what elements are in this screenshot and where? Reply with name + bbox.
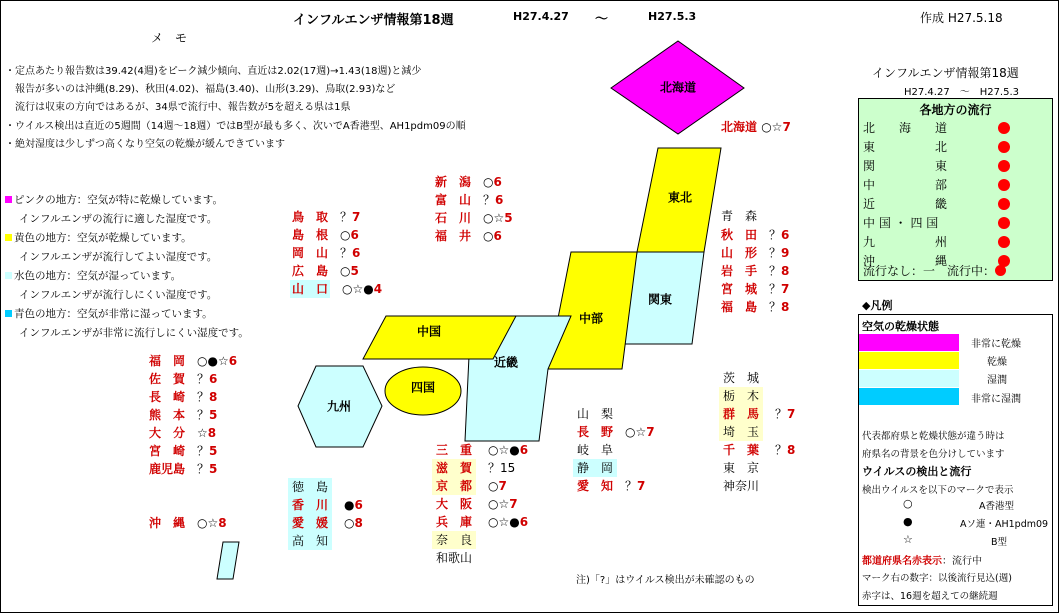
pref-marks: ○ (483, 229, 494, 243)
virus-label: B型 (991, 537, 1008, 548)
pref-name: 宮 城 (721, 282, 758, 296)
pref-fukuoka (149, 352, 237, 370)
pref-num: 4 (373, 282, 383, 296)
pref-marks: ● (344, 498, 355, 512)
epidemic-dot (995, 265, 1006, 276)
virus-legend-sub: 検出ウイルスを以下のマークで表示 (862, 485, 1014, 496)
humidity-legend-label: 湿潤 (987, 375, 1007, 386)
pref-kagawa (288, 496, 363, 514)
epidemic-dot (998, 122, 1010, 134)
humidity-swatch (859, 334, 959, 351)
pref-num: 7 (787, 407, 796, 421)
pref-tottori (292, 208, 360, 226)
pref-name: 徳 島 (288, 478, 332, 496)
pref-marks: ？ (340, 246, 353, 260)
pref-ibaraki (719, 369, 763, 387)
region-label-kyushu: 九州 (326, 399, 352, 414)
memo-line: 流行は収束の方向ではあるが、34県で流行中、報告数が5を超える県は1県 (5, 102, 351, 114)
pref-hiroshima (292, 262, 359, 280)
pref-num: 5 (504, 211, 513, 225)
status-region-name: 九 州 (863, 235, 948, 249)
pref-fukui (435, 227, 502, 245)
pref-niigata (435, 173, 502, 191)
red-name-note-rest: ：流行中 (942, 556, 982, 567)
status-region-name: 中 部 (863, 178, 948, 192)
pref-marks: ？ (775, 407, 788, 421)
pref-name: 福 井 (435, 229, 472, 243)
pref-num: 15 (500, 461, 516, 475)
pref-num: 7 (352, 210, 361, 224)
pref-yamagata (721, 244, 789, 262)
pref-kochi (288, 532, 332, 550)
region-status-table (858, 98, 1053, 281)
humidity-legend-label: 非常に湿潤 (971, 394, 1021, 405)
pref-chiba (719, 441, 795, 459)
pref-marks: ？ (488, 461, 501, 475)
memo-line: ・絶対湿度は少しずつ高くなり空気の乾燥が緩んできています (5, 138, 285, 150)
pref-shiga (432, 459, 515, 477)
pref-kumamoto (149, 406, 217, 424)
pref-marks: ？ (197, 408, 210, 422)
pref-name: 宮 崎 (149, 444, 186, 458)
date-from: H27.4.27 (513, 10, 569, 23)
pref-name: 愛 媛 (288, 514, 332, 532)
humidity-note-label: ピンクの地方：空気が特に乾燥しています。 (14, 194, 223, 206)
status-foot-text: 流行なし：一 流行中： (863, 264, 996, 278)
status-region-name: 北 海 道 (863, 121, 948, 135)
pref-name: 岡 山 (292, 246, 329, 260)
status-row (863, 214, 1043, 233)
region-label-kinki: 近畿 (493, 355, 519, 370)
pref-num: 8 (218, 516, 227, 530)
pref-name: 三 重 (436, 443, 473, 457)
pref-ishikawa (435, 209, 513, 227)
pref-num: 6 (495, 193, 504, 207)
pref-gunma (719, 405, 795, 423)
region-label-chubu: 中部 (578, 311, 604, 326)
pref-marks: ？ (625, 479, 638, 493)
status-legend (863, 262, 1006, 279)
pref-osaka (432, 495, 518, 513)
pref-marks: ○☆ (197, 516, 219, 530)
pref-name: 神奈川 (723, 479, 760, 493)
status-row (863, 176, 1043, 195)
status-row (863, 138, 1043, 157)
humidity-note-label: 水色の地方：空気が湿っています。 (14, 270, 182, 282)
virus-mark-b: ☆ (903, 533, 913, 546)
pref-wakayama (432, 549, 476, 567)
pref-name: 新 潟 (435, 175, 472, 189)
pref-marks: ？ (197, 444, 210, 458)
pref-kanagawa (719, 477, 763, 495)
virus-mark-a-hongkong: ○ (903, 497, 913, 510)
humidity-note-label: 青色の地方：空気が非常に湿っています。 (14, 308, 213, 320)
memo-line: 報告が多いのは沖縄(8.29)、秋田(4.02)、福島(3.40)、山形(3.29)、鳥取(2.93)など (5, 84, 396, 96)
pref-num: 8 (781, 264, 790, 278)
pref-name: 北海道 (721, 120, 758, 134)
pref-num: 6 (493, 175, 502, 189)
pref-yamaguchi (290, 280, 382, 298)
memo-line: ・定点あたり報告数は39.42(4週)をピーク減少傾向、直近は2.02(17週)→1.43(18週)と減少 (5, 66, 422, 77)
pref-num: 7 (509, 497, 518, 511)
pref-name: 佐 賀 (149, 372, 186, 386)
pref-name: 静 岡 (573, 459, 617, 477)
pref-marks: ？ (769, 228, 782, 242)
humidity-legend-title: 空気の乾燥状態 (862, 320, 939, 333)
pref-num: 6 (354, 498, 363, 512)
pref-num: 8 (781, 300, 790, 314)
pref-marks: ○☆ (761, 120, 783, 134)
pref-marks: ○☆● (488, 515, 520, 529)
pref-num: 8 (209, 390, 218, 404)
epidemic-dot (998, 236, 1010, 248)
pref-name: 東 京 (723, 461, 760, 475)
pref-name: 岩 手 (721, 264, 758, 278)
pref-mie (432, 441, 528, 459)
humidity-swatch (859, 388, 959, 405)
pref-num: 6 (493, 229, 502, 243)
pref-num: 7 (781, 282, 790, 296)
humidity-legend-label: 非常に乾燥 (971, 339, 1021, 350)
epidemic-dot (998, 217, 1010, 229)
epidemic-dot (998, 179, 1010, 191)
epidemic-dot (998, 141, 1010, 153)
pref-num: 7 (498, 479, 507, 493)
pref-marks: ○ (344, 516, 355, 530)
status-row (863, 233, 1043, 252)
pref-tokyo (719, 459, 763, 477)
humidity-note-sub: インフルエンザの流行に適した湿度です。 (19, 213, 218, 225)
red-name-note (862, 552, 982, 567)
pref-saga (149, 370, 217, 388)
memo-line: ・ウイルス検出は直近の5週間（14週～18週）ではB型が最も多く、次いでA香港型、AH1pdm09の順 (5, 120, 466, 132)
pref-name: 愛 知 (577, 479, 614, 493)
created-date: 作成 H27.5.18 (920, 11, 1003, 25)
humidity-note-sub: インフルエンザが非常に流行しにくい湿度です。 (19, 327, 249, 339)
epidemic-dot (998, 160, 1010, 172)
humidity-swatch (859, 370, 959, 387)
pref-shizuoka (573, 459, 617, 477)
pref-num: 5 (350, 264, 359, 278)
pref-gifu (577, 441, 613, 459)
pref-miyagi (721, 280, 789, 298)
pref-nara (432, 531, 476, 549)
status-region-name: 中 国 ・ 四 国 (863, 216, 939, 230)
pref-marks: ○☆ (488, 497, 510, 511)
footnote: 注)「?」はウイルス検出が未確認のもの (576, 575, 755, 586)
pref-marks: ○ (488, 479, 499, 493)
pref-fukushima (721, 298, 789, 316)
status-row (863, 119, 1043, 138)
pref-marks: ○☆● (342, 282, 374, 296)
date-to: H27.5.3 (648, 10, 697, 23)
pref-name: 和歌山 (436, 551, 473, 565)
date-tilde: ～ (595, 12, 609, 27)
pref-num: 8 (354, 516, 363, 530)
pref-aichi (577, 477, 645, 495)
legend-note: 代表都府県と乾燥状態が違う時は (862, 431, 1005, 442)
pref-num: 6 (519, 515, 529, 529)
pref-marks: ？ (769, 246, 782, 260)
pref-name: 青 森 (721, 209, 758, 223)
pref-marks: ？ (197, 462, 210, 476)
okinawa-shape (217, 542, 239, 579)
pref-name: 山 形 (721, 246, 758, 260)
red-name-note-red: 都道府県名赤表示 (862, 556, 942, 567)
status-row (863, 195, 1043, 214)
pref-marks: ○ (340, 228, 351, 242)
pref-nagasaki (149, 388, 217, 406)
pref-num: 6 (352, 246, 361, 260)
pref-name: 埼 玉 (719, 423, 763, 441)
pref-name: 奈 良 (432, 531, 476, 549)
pref-marks: ○☆● (488, 443, 520, 457)
pref-aomori (721, 207, 757, 225)
virus-legend-title: ウイルスの検出と流行 (862, 465, 972, 478)
virus-mark-ah1pdm: ● (903, 515, 913, 528)
pref-marks: ？ (197, 390, 210, 404)
virus-label: A香港型 (979, 501, 1014, 512)
pref-name: 京 都 (432, 477, 476, 495)
pref-name: 沖 縄 (149, 516, 186, 530)
humidity-swatch (859, 352, 959, 369)
pref-name: 岐 阜 (577, 443, 614, 457)
pref-num: 5 (209, 408, 218, 422)
pref-num: 6 (209, 372, 218, 386)
pref-name: 千 葉 (723, 443, 760, 457)
pref-num: 5 (209, 462, 218, 476)
pref-okayama (292, 244, 360, 262)
pref-name: 山 梨 (577, 407, 614, 421)
pref-name: 大 分 (149, 426, 186, 440)
status-region-name: 関 東 (863, 159, 948, 173)
status-region-name: 沖 縄 (863, 254, 948, 268)
pref-name: 高 知 (288, 532, 332, 550)
pref-marks: ？ (340, 210, 353, 224)
pref-marks: ○●☆ (197, 354, 229, 368)
status-header: 各地方の流行 (919, 103, 992, 117)
pref-kagoshima (149, 460, 217, 478)
virus-label: Aソ連・AH1pdm09 (960, 519, 1049, 530)
pref-name: 広 島 (292, 264, 329, 278)
legend-note: 府県名の背景を色分けしています (862, 449, 1005, 460)
pref-shimane (292, 226, 359, 244)
legend-title: ◆凡例 (862, 299, 893, 312)
pref-name: 茨 城 (723, 371, 760, 385)
humidity-note-sub: インフルエンザが流行しにくい湿度です。 (19, 289, 218, 301)
humidity-note-label: 黄色の地方：空気が乾燥しています。 (14, 232, 192, 244)
region-label-tohoku: 東北 (667, 190, 693, 205)
pref-marks: ☆ (197, 426, 208, 440)
status-region-name: 東 北 (863, 140, 948, 154)
status-row (863, 157, 1043, 176)
pref-marks: ？ (769, 300, 782, 314)
pref-num: 9 (781, 246, 790, 260)
pref-hyogo (432, 513, 528, 531)
pref-hokkaido (721, 118, 791, 136)
epidemic-dot (998, 198, 1010, 210)
pref-ehime (288, 514, 363, 532)
pref-okinawa (149, 514, 227, 532)
pref-marks: ○☆ (483, 211, 505, 225)
pref-name: 山 口 (292, 282, 329, 296)
pref-marks: ○ (483, 175, 494, 189)
pref-yamanashi (577, 405, 613, 423)
pref-iwate (721, 262, 789, 280)
pref-num: 6 (519, 443, 529, 457)
side-title: インフルエンザ情報第18週 (872, 66, 1019, 80)
legend-box (858, 314, 1053, 606)
pref-name: 滋 賀 (432, 459, 476, 477)
page-title: インフルエンザ情報第18週 (293, 13, 454, 28)
pref-marks: ？ (769, 282, 782, 296)
pref-tokushima (288, 478, 332, 496)
memo-title: メ モ (151, 31, 188, 45)
pref-num: 5 (209, 444, 218, 458)
pref-num: 6 (228, 354, 238, 368)
pref-name: 福 島 (721, 300, 758, 314)
region-label-hokkaido: 北海道 (659, 80, 697, 95)
pref-akita (721, 226, 789, 244)
region-label-shikoku: 四国 (410, 380, 436, 395)
region-label-kanto: 関東 (647, 292, 673, 307)
pref-name: 鳥 取 (292, 210, 329, 224)
pref-num: 7 (782, 120, 791, 134)
pref-oita (149, 424, 216, 442)
pref-num: 6 (781, 228, 790, 242)
pref-num: 8 (207, 426, 217, 440)
pref-name: 熊 本 (149, 408, 186, 422)
pref-marks: ？ (197, 372, 210, 386)
pref-name: 石 川 (435, 211, 472, 225)
pref-name: 島 根 (292, 228, 329, 242)
pref-nagano (577, 423, 655, 441)
pref-name: 長 崎 (149, 390, 186, 404)
pref-marks: ○ (340, 264, 351, 278)
pref-marks: ○☆ (625, 425, 647, 439)
pref-marks: ？ (769, 264, 782, 278)
pref-saitama (719, 423, 763, 441)
pref-toyama (435, 191, 503, 209)
pref-name: 香 川 (288, 496, 332, 514)
pref-num: 7 (646, 425, 655, 439)
mark-number-note: マーク右の数字：以後流行見込(週) (862, 573, 1012, 584)
pref-miyazaki (149, 442, 217, 460)
pref-name: 秋 田 (721, 228, 758, 242)
pref-tochigi (719, 387, 763, 405)
pref-name: 福 岡 (149, 354, 186, 368)
pref-marks: ？ (483, 193, 496, 207)
pref-name: 鹿児島 (149, 462, 186, 476)
humidity-note-sub: インフルエンザが流行してよい湿度です。 (19, 251, 218, 263)
pref-name: 栃 木 (719, 387, 763, 405)
pref-kyoto (432, 477, 507, 495)
status-region-name: 近 畿 (863, 197, 948, 211)
pref-name: 大 阪 (436, 497, 473, 511)
pref-name: 兵 庫 (436, 515, 473, 529)
side-dates: H27.4.27 ～ H27.5.3 (904, 87, 1020, 98)
humidity-legend-label: 乾燥 (987, 357, 1007, 368)
region-label-chugoku: 中国 (416, 324, 442, 339)
pref-name: 富 山 (435, 193, 472, 207)
pref-num: 7 (637, 479, 646, 493)
pref-num: 8 (787, 443, 796, 457)
red-number-note: 赤字は、16週を超えての継続週 (862, 591, 998, 602)
pref-num: 6 (350, 228, 359, 242)
pref-marks: ？ (775, 443, 788, 457)
pref-name: 長 野 (577, 425, 614, 439)
pref-name: 群 馬 (719, 405, 763, 423)
